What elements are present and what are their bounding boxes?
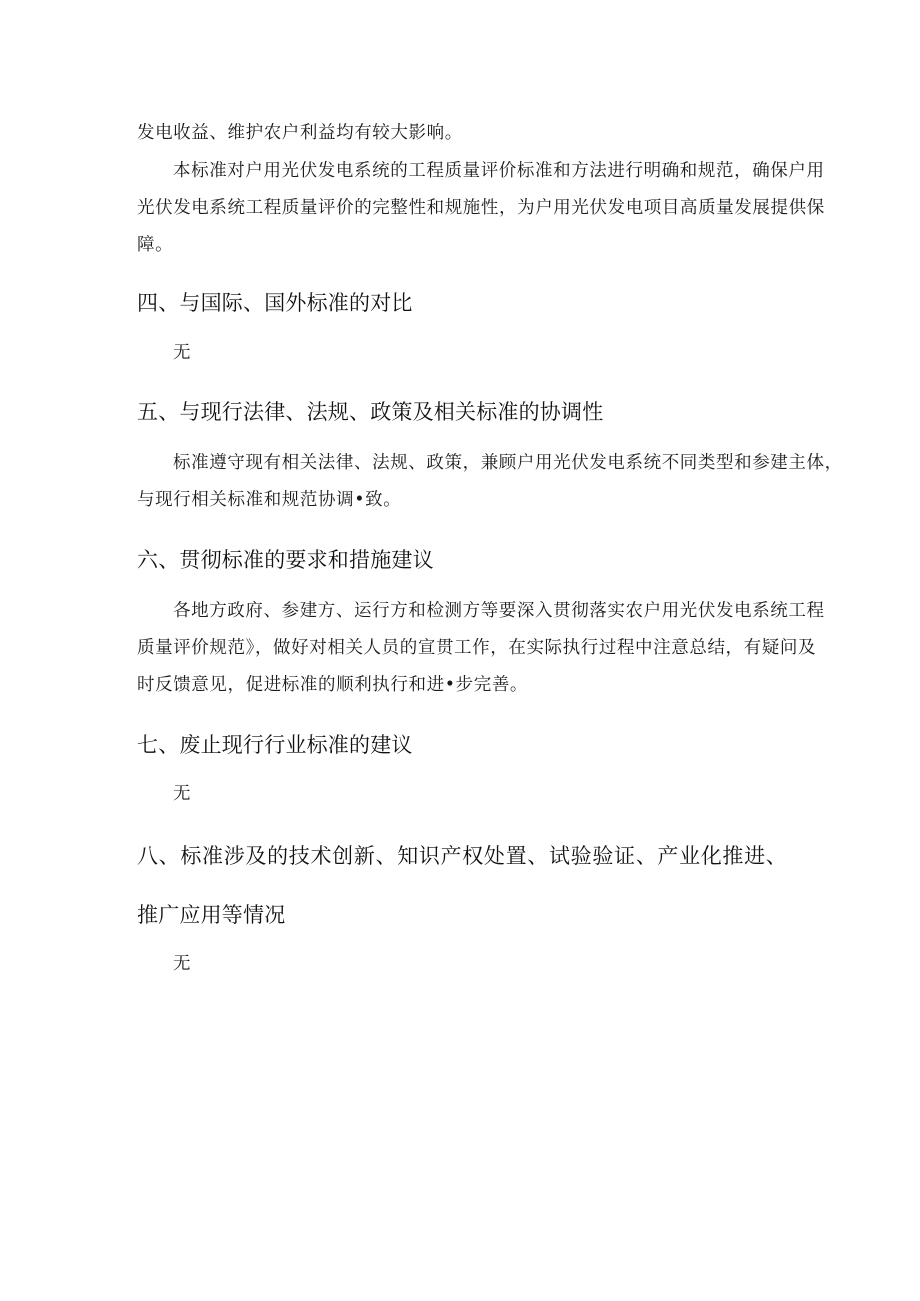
paragraph-line: 时反馈意见，促进标准的顺利执行和进•步完善。	[137, 675, 529, 695]
paragraph-line: 各地方政府、参建方、运行方和检测方等要深入贯彻落实农户用光伏发电系统工程	[173, 601, 825, 621]
paragraph-line: 光伏发电系统工程质量评价的完整性和规施性，为户用光伏发电项目高质量发展提供保	[137, 198, 825, 218]
paragraph-line: 无	[173, 954, 192, 974]
section-heading: 四、与国际、国外标准的对比	[137, 291, 413, 315]
section-heading: 五、与现行法律、法规、政策及相关标准的协调性	[137, 400, 604, 424]
section-heading: 七、废止现行行业标准的建议	[137, 733, 413, 757]
section-heading: 八、标准涉及的技术创新、知识产权处置、试验验证、产业化推进、	[137, 844, 787, 868]
section-heading-continued: 推广应用等情况	[137, 903, 286, 927]
paragraph-line: 本标准对户用光伏发电系统的工程质量评价标准和方法进行明确和规范，确保户用	[173, 161, 825, 181]
paragraph-line: 与现行相关标准和规范协调•致。	[137, 490, 402, 510]
section-heading: 六、贯彻标准的要求和措施建议	[137, 548, 434, 572]
paragraph-line: 标准遵守现有相关法律、法规、政策，兼顾户用光伏发电系统不同类型和参建主体，	[173, 453, 843, 473]
paragraph-line: 发电收益、维护农户利益均有较大影响。	[137, 123, 463, 143]
paragraph-line: 障。	[137, 235, 174, 255]
paragraph-line: 质量评价规范》，做好对相关人员的宣贯工作，在实际执行过程中注意总结，有疑问及	[137, 638, 817, 658]
paragraph-line: 无	[173, 343, 192, 363]
paragraph-line: 无	[173, 784, 192, 804]
